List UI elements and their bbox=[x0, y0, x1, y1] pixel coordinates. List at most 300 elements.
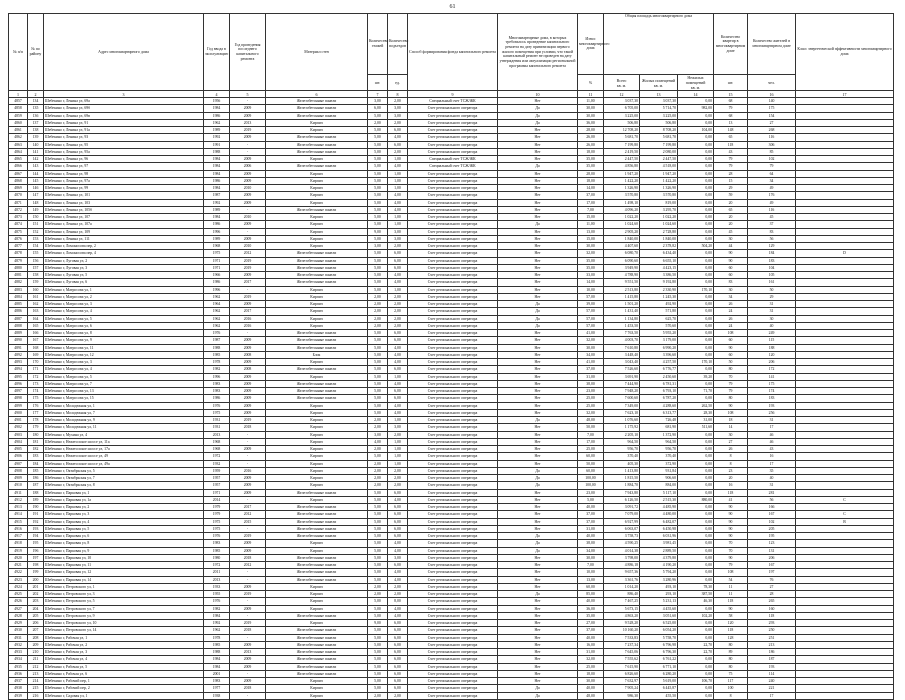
col-header-address: Адрес многоквартирного дома bbox=[44, 14, 204, 91]
table-cell: 79 bbox=[714, 105, 748, 112]
table-cell: 1984 bbox=[204, 163, 230, 170]
table-cell: 1 372,90 bbox=[640, 431, 678, 438]
table-cell: 1 947,20 bbox=[640, 170, 678, 177]
table-cell: 37 bbox=[748, 221, 796, 228]
table-row bbox=[9, 540, 894, 547]
table-row bbox=[9, 156, 894, 163]
table-row bbox=[9, 286, 894, 293]
table-cell: 5,00 bbox=[368, 344, 388, 351]
table-cell: 5 955,20 bbox=[640, 330, 678, 337]
table-cell: 35,00 bbox=[578, 264, 604, 271]
table-cell: 16 bbox=[714, 482, 748, 489]
table-row bbox=[9, 119, 894, 126]
table-cell: 2009 bbox=[230, 373, 266, 380]
table-cell: 5,00 bbox=[368, 388, 388, 395]
table-cell: Да bbox=[498, 482, 578, 489]
table-cell: 3 280,96 bbox=[640, 576, 678, 583]
table-cell: 880,00 bbox=[678, 496, 714, 503]
table-cell: 180 bbox=[28, 431, 44, 438]
table-cell: Нет bbox=[498, 214, 578, 221]
table-cell: 2001 bbox=[204, 670, 230, 677]
table-cell: 506,80 bbox=[604, 119, 640, 126]
table-cell: Да bbox=[498, 119, 578, 126]
table-cell: 4859 bbox=[9, 112, 28, 119]
table-cell: 4910 bbox=[9, 482, 28, 489]
table-cell: 22,70 bbox=[678, 641, 714, 648]
table-cell: 5,00 bbox=[368, 380, 388, 387]
table-cell: - bbox=[230, 598, 266, 605]
table-cell: 5,00 bbox=[368, 264, 388, 271]
table-cell: 2,00 bbox=[388, 583, 408, 590]
table-cell: 115 bbox=[748, 337, 796, 344]
table-cell: Нет bbox=[498, 127, 578, 134]
table-cell: Шебекино г, Матросова ул, 3 bbox=[44, 359, 204, 366]
table-row bbox=[9, 678, 894, 685]
table-cell: Кирпич bbox=[266, 685, 368, 692]
table-cell: 20 bbox=[714, 199, 748, 206]
table-cell: B bbox=[796, 518, 894, 525]
table-cell: Нет bbox=[498, 185, 578, 192]
table-cell: 3 798,00 bbox=[604, 554, 640, 561]
table-cell: 6 990,20 bbox=[640, 344, 678, 351]
table-cell: 205 bbox=[748, 525, 796, 532]
table-cell: 2009 bbox=[230, 656, 266, 663]
table-cell: Нет bbox=[498, 402, 578, 409]
table-cell: 931,84 bbox=[640, 467, 678, 474]
table-cell: 1992 bbox=[204, 620, 230, 627]
table-cell: 138 bbox=[28, 127, 44, 134]
table-cell: 5,00 bbox=[368, 395, 388, 402]
table-cell: 79 bbox=[714, 156, 748, 163]
table-cell: Кирпич bbox=[266, 308, 368, 315]
table-cell: Нет bbox=[498, 424, 578, 431]
table-cell: 262,50 bbox=[678, 402, 714, 409]
table-header bbox=[9, 14, 894, 98]
table-cell: 2,00 bbox=[368, 591, 388, 598]
table-cell: 2 905,20 bbox=[604, 228, 640, 235]
table-cell: 26,00 bbox=[578, 134, 604, 141]
table-cell: Шебекино г, Луговая ул, 2 bbox=[44, 257, 204, 264]
table-cell: 36,00 bbox=[578, 605, 604, 612]
table-body bbox=[9, 98, 894, 700]
table-cell: 2019 bbox=[230, 417, 266, 424]
table-cell: 142 bbox=[28, 156, 44, 163]
table-cell: Нет bbox=[498, 235, 578, 242]
table-cell: 6,00 bbox=[388, 656, 408, 663]
table-cell: 1986 bbox=[204, 221, 230, 228]
table-cell: - bbox=[230, 576, 266, 583]
table-cell: Счет регионального оператора bbox=[408, 460, 498, 467]
table-cell: 1 022,20 bbox=[640, 214, 678, 221]
table-cell: 6,00 bbox=[388, 663, 408, 670]
table-cell: 199 bbox=[28, 569, 44, 576]
table-cell: 5 681,70 bbox=[604, 134, 640, 141]
table-cell: 79 bbox=[714, 562, 748, 569]
table-cell: 6,00 bbox=[388, 388, 408, 395]
table-cell: 4 288,60 bbox=[640, 402, 678, 409]
table-cell: Да bbox=[498, 322, 578, 329]
table-cell: 1984 bbox=[204, 105, 230, 112]
table-cell: Шебекино г, Ленина ул, 95а bbox=[44, 148, 204, 155]
table-cell: Нет bbox=[498, 351, 578, 358]
table-cell: 5,00 bbox=[368, 453, 388, 460]
table-cell: 27 bbox=[748, 119, 796, 126]
table-cell: 4895 bbox=[9, 373, 28, 380]
table-cell: Шебекино г, Рабочий пер, 2 bbox=[44, 685, 204, 692]
table-cell: Шебекино г, Садовая ул, 1 bbox=[44, 692, 204, 699]
table-cell: Железобетонные панели bbox=[266, 134, 368, 141]
table-cell: 10 160,20 bbox=[604, 627, 640, 634]
table-cell: 5,00 bbox=[368, 678, 388, 685]
table-cell: 32,00 bbox=[578, 409, 604, 416]
table-cell: Шебекино г, Матросова ул, 5 bbox=[44, 315, 204, 322]
table-cell: 166 bbox=[748, 504, 796, 511]
table-cell: 3 051,60 bbox=[640, 612, 678, 619]
table-cell: 281 bbox=[748, 489, 796, 496]
col-header-entrances: Количество подъездов bbox=[388, 14, 408, 75]
table-cell: 5,00 bbox=[368, 409, 388, 416]
table-cell: 2,00 bbox=[368, 446, 388, 453]
table-cell: Счет регионального оператора bbox=[408, 670, 498, 677]
table-cell: 2009 bbox=[230, 395, 266, 402]
table-cell: Нет bbox=[498, 395, 578, 402]
table-row bbox=[9, 482, 894, 489]
table-cell: 80 bbox=[714, 656, 748, 663]
table-cell: 2,00 bbox=[388, 293, 408, 300]
table-cell: 3,00 bbox=[368, 243, 388, 250]
table-cell: 36,00 bbox=[578, 119, 604, 126]
table-cell: Счет регионального оператора bbox=[408, 692, 498, 699]
table-cell: 17,00 bbox=[578, 199, 604, 206]
table-cell bbox=[796, 605, 894, 612]
table-cell: 1982 bbox=[204, 366, 230, 373]
table-cell: Счет регионального оператора bbox=[408, 620, 498, 627]
table-cell: 0,00 bbox=[678, 547, 714, 554]
table-cell: 148 bbox=[28, 199, 44, 206]
table-cell: Счет регионального оператора bbox=[408, 576, 498, 583]
table-cell: 2010 bbox=[230, 185, 266, 192]
table-cell: 12 708,20 bbox=[604, 127, 640, 134]
table-cell: Счет регионального оператора bbox=[408, 272, 498, 279]
table-cell: 5,00 bbox=[368, 206, 388, 213]
table-cell: 6 525,00 bbox=[640, 620, 678, 627]
table-cell: Шебекино г, Парковая ул, 8 bbox=[44, 540, 204, 547]
table-cell: Счет регионального оператора bbox=[408, 663, 498, 670]
table-cell: Нет bbox=[498, 605, 578, 612]
table-cell: 64 bbox=[748, 170, 796, 177]
table-cell: Нет bbox=[498, 620, 578, 627]
table-cell: 3 981,45 bbox=[640, 540, 678, 547]
table-cell: 1,00 bbox=[388, 156, 408, 163]
table-cell: 3 295,70 bbox=[640, 206, 678, 213]
table-cell: 15,00 bbox=[578, 235, 604, 242]
table-cell: 2,00 bbox=[368, 475, 388, 482]
table-cell: 5 117,10 bbox=[640, 489, 678, 496]
table-cell: 49 bbox=[748, 199, 796, 206]
table-cell: 4868 bbox=[9, 177, 28, 184]
table-cell: Железобетонные панели bbox=[266, 656, 368, 663]
table-row bbox=[9, 98, 894, 105]
table-cell: 387,50 bbox=[678, 591, 714, 598]
table-cell: 4930 bbox=[9, 627, 28, 634]
table-cell: Нет bbox=[498, 148, 578, 155]
table-cell: 5,00 bbox=[368, 148, 388, 155]
table-cell: 3,00 bbox=[368, 98, 388, 105]
table-cell: 108 bbox=[714, 409, 748, 416]
table-cell: 2,00 bbox=[368, 322, 388, 329]
table-cell: 4,00 bbox=[388, 359, 408, 366]
table-cell bbox=[796, 649, 894, 656]
table-cell: - bbox=[230, 569, 266, 576]
table-cell: 1988 bbox=[204, 649, 230, 656]
table-cell: 2010 bbox=[230, 214, 266, 221]
table-cell: Нет bbox=[498, 583, 578, 590]
table-row bbox=[9, 583, 894, 590]
table-cell: 35,00 bbox=[578, 257, 604, 264]
table-cell: Железобетонные панели bbox=[266, 634, 368, 641]
table-cell: 4936 bbox=[9, 670, 28, 677]
table-cell bbox=[796, 308, 894, 315]
table-cell: 6,00 bbox=[388, 641, 408, 648]
column-number: 9 bbox=[408, 91, 498, 98]
table-cell: Счет регионального оператора bbox=[408, 380, 498, 387]
table-cell: 8,00 bbox=[388, 598, 408, 605]
table-cell: 4,00 bbox=[388, 272, 408, 279]
table-cell: Нет bbox=[498, 228, 578, 235]
table-cell: Кирпич bbox=[266, 591, 368, 598]
table-cell: 30,00 bbox=[578, 678, 604, 685]
table-cell: 90 bbox=[714, 250, 748, 257]
table-cell: 6,00 bbox=[388, 264, 408, 271]
table-cell: 2009 bbox=[230, 475, 266, 482]
table-cell: 2010 bbox=[230, 243, 266, 250]
table-cell: 14,00 bbox=[578, 185, 604, 192]
table-cell: 4 863,20 bbox=[604, 612, 640, 619]
table-cell bbox=[796, 467, 894, 474]
table-row bbox=[9, 315, 894, 322]
table-row bbox=[9, 591, 894, 598]
table-row bbox=[9, 670, 894, 677]
table-cell: 160 bbox=[748, 605, 796, 612]
table-cell: Шебекино г, Рабочий пер, 1 bbox=[44, 678, 204, 685]
table-cell: 203 bbox=[28, 598, 44, 605]
table-cell: 185 bbox=[28, 467, 44, 474]
table-cell: 4,00 bbox=[388, 192, 408, 199]
table-cell: 5,00 bbox=[368, 330, 388, 337]
table-cell: 0,00 bbox=[678, 620, 714, 627]
table-cell: 6,00 bbox=[388, 489, 408, 496]
table-row bbox=[9, 554, 894, 561]
table-cell: 4 518,00 bbox=[640, 163, 678, 170]
table-cell: 4871 bbox=[9, 199, 28, 206]
table-cell: 25,00 bbox=[578, 663, 604, 670]
table-cell: 0,00 bbox=[678, 504, 714, 511]
table-cell: 24 bbox=[714, 322, 748, 329]
table-cell: 16 bbox=[748, 453, 796, 460]
table-cell: Железобетонные панели bbox=[266, 272, 368, 279]
table-cell bbox=[796, 540, 894, 547]
table-cell: Шебекино г, Матросова ул, 9 bbox=[44, 337, 204, 344]
table-cell: 83 bbox=[748, 228, 796, 235]
table-cell: 0,00 bbox=[678, 330, 714, 337]
table-cell: Шебекино г, Ленина ул, 91 bbox=[44, 119, 204, 126]
table-cell: 1,00 bbox=[388, 446, 408, 453]
table-cell: 1 840,00 bbox=[604, 235, 640, 242]
table-cell: Нет bbox=[498, 562, 578, 569]
table-cell: Шебекино г, Ленина ул, 96 bbox=[44, 156, 204, 163]
table-cell: 202 bbox=[28, 591, 44, 598]
table-cell: 1962 bbox=[204, 315, 230, 322]
table-cell: 30,00 bbox=[578, 554, 604, 561]
table-cell: 2006 bbox=[230, 163, 266, 170]
table-cell: 0,00 bbox=[678, 446, 714, 453]
table-cell: Нет bbox=[498, 641, 578, 648]
table-cell: Шебекино г, Матросова ул, 4 bbox=[44, 366, 204, 373]
table-cell: 206 bbox=[748, 554, 796, 561]
table-cell: 1 014,20 bbox=[604, 583, 640, 590]
table-cell: 39,20 bbox=[678, 373, 714, 380]
table-cell bbox=[796, 533, 894, 540]
table-cell: 123 bbox=[748, 540, 796, 547]
table-cell: 155 bbox=[28, 250, 44, 257]
table-cell: 2009 bbox=[230, 678, 266, 685]
table-cell: 4,00 bbox=[388, 380, 408, 387]
table-cell: 4,00 bbox=[388, 605, 408, 612]
table-cell: 1966 bbox=[204, 272, 230, 279]
table-cell: 186 bbox=[28, 475, 44, 482]
table-cell: 120 bbox=[748, 351, 796, 358]
table-cell: 4901 bbox=[9, 417, 28, 424]
table-cell: 4892 bbox=[9, 351, 28, 358]
table-cell: 5,00 bbox=[368, 576, 388, 583]
table-cell: 2009 bbox=[230, 156, 266, 163]
table-cell: 154 bbox=[748, 112, 796, 119]
table-cell: Кирпич bbox=[266, 214, 368, 221]
table-cell: 195 bbox=[28, 540, 44, 547]
table-cell: Нет bbox=[498, 612, 578, 619]
table-cell: 141 bbox=[28, 148, 44, 155]
table-cell: 6 781,31 bbox=[640, 380, 678, 387]
table-cell: 0,00 bbox=[678, 540, 714, 547]
table-cell: Счет регионального оператора bbox=[408, 496, 498, 503]
table-cell: 5,00 bbox=[368, 489, 388, 496]
table-cell bbox=[796, 170, 894, 177]
table-cell: Нет bbox=[498, 373, 578, 380]
table-cell: Нет bbox=[498, 656, 578, 663]
table-cell: Шебекино г, Ленина ул, 69б bbox=[44, 105, 204, 112]
table-row bbox=[9, 221, 894, 228]
table-cell: 1992 bbox=[204, 199, 230, 206]
table-cell: 4,00 bbox=[388, 569, 408, 576]
table-cell: Нет bbox=[498, 670, 578, 677]
table-cell: 4904 bbox=[9, 438, 28, 445]
table-cell: 3,00 bbox=[388, 554, 408, 561]
table-cell: Счет регионального оператора bbox=[408, 293, 498, 300]
table-cell: 40,00 bbox=[578, 685, 604, 692]
table-cell: Да bbox=[498, 112, 578, 119]
table-cell: 2017 bbox=[230, 504, 266, 511]
table-cell: 7 948,20 bbox=[604, 388, 640, 395]
table-cell: Железобетонные панели bbox=[266, 148, 368, 155]
table-cell bbox=[796, 119, 894, 126]
table-row bbox=[9, 663, 894, 670]
table-cell: 27 bbox=[714, 438, 748, 445]
table-cell: 4867 bbox=[9, 170, 28, 177]
table-cell: 40,00 bbox=[578, 504, 604, 511]
table-cell: 50 bbox=[714, 359, 748, 366]
table-cell: 0,00 bbox=[678, 257, 714, 264]
table-cell: 4874 bbox=[9, 221, 28, 228]
table-cell: 35,00 bbox=[578, 612, 604, 619]
table-cell: 120 bbox=[714, 620, 748, 627]
table-cell: Счет регионального оператора bbox=[408, 119, 498, 126]
table-cell: 176 bbox=[748, 192, 796, 199]
table-cell: 6 063,07 bbox=[604, 525, 640, 532]
table-cell: 154 bbox=[28, 243, 44, 250]
table-cell: 5,00 bbox=[368, 685, 388, 692]
table-cell: 249 bbox=[748, 330, 796, 337]
table-cell: 56 bbox=[748, 496, 796, 503]
table-cell: 6,00 bbox=[388, 250, 408, 257]
table-cell: Железобетонные панели bbox=[266, 388, 368, 395]
table-cell: 60 bbox=[714, 272, 748, 279]
table-cell: 28,30 bbox=[678, 409, 714, 416]
table-cell: Счет регионального оператора bbox=[408, 525, 498, 532]
table-cell: Кирпич bbox=[266, 177, 368, 184]
table-cell: 2009 bbox=[230, 482, 266, 489]
table-cell: 118 bbox=[748, 612, 796, 619]
table-cell: 4902 bbox=[9, 424, 28, 431]
column-number: 8 bbox=[388, 91, 408, 98]
column-number: 16 bbox=[748, 91, 796, 98]
table-cell: 4,00 bbox=[388, 206, 408, 213]
table-cell: 3 225,00 bbox=[604, 112, 640, 119]
table-cell: 4857 bbox=[9, 98, 28, 105]
table-cell: 0,00 bbox=[678, 366, 714, 373]
table-cell: Железобетонные панели bbox=[266, 663, 368, 670]
table-cell: Счет регионального оператора bbox=[408, 685, 498, 692]
table-cell: Шебекино г, Октябрьская ул, 8 bbox=[44, 482, 204, 489]
table-cell: 2 513,80 bbox=[604, 286, 640, 293]
table-cell: Нет bbox=[498, 257, 578, 264]
table-cell: 25,00 bbox=[578, 402, 604, 409]
table-cell: 6,00 bbox=[388, 366, 408, 373]
table-cell: 1977 bbox=[204, 685, 230, 692]
table-cell bbox=[796, 438, 894, 445]
table-cell: Счет регионального оператора bbox=[408, 257, 498, 264]
table-row bbox=[9, 402, 894, 409]
table-cell: 27 bbox=[748, 583, 796, 590]
table-cell: 31 bbox=[748, 301, 796, 308]
table-cell: Счет регионального оператора bbox=[408, 308, 498, 315]
table-cell: Кирпич bbox=[266, 453, 368, 460]
col-header-walls: Материал стен bbox=[266, 14, 368, 91]
table-cell: 43 bbox=[714, 148, 748, 155]
table-cell: Нет bbox=[498, 388, 578, 395]
table-cell: 1975 bbox=[204, 525, 230, 532]
page-number: 61 bbox=[449, 4, 456, 10]
table-cell: Кирпич bbox=[266, 192, 368, 199]
table-cell: Нет bbox=[498, 337, 578, 344]
table-cell: 7 079,00 bbox=[604, 511, 640, 518]
table-cell: 2012 bbox=[230, 511, 266, 518]
table-cell: 25,00 bbox=[578, 446, 604, 453]
table-cell: 31,00 bbox=[578, 649, 604, 656]
table-cell: 187 bbox=[748, 656, 796, 663]
table-cell: 183 bbox=[28, 453, 44, 460]
table-cell: 46 bbox=[748, 438, 796, 445]
table-cell bbox=[796, 431, 894, 438]
